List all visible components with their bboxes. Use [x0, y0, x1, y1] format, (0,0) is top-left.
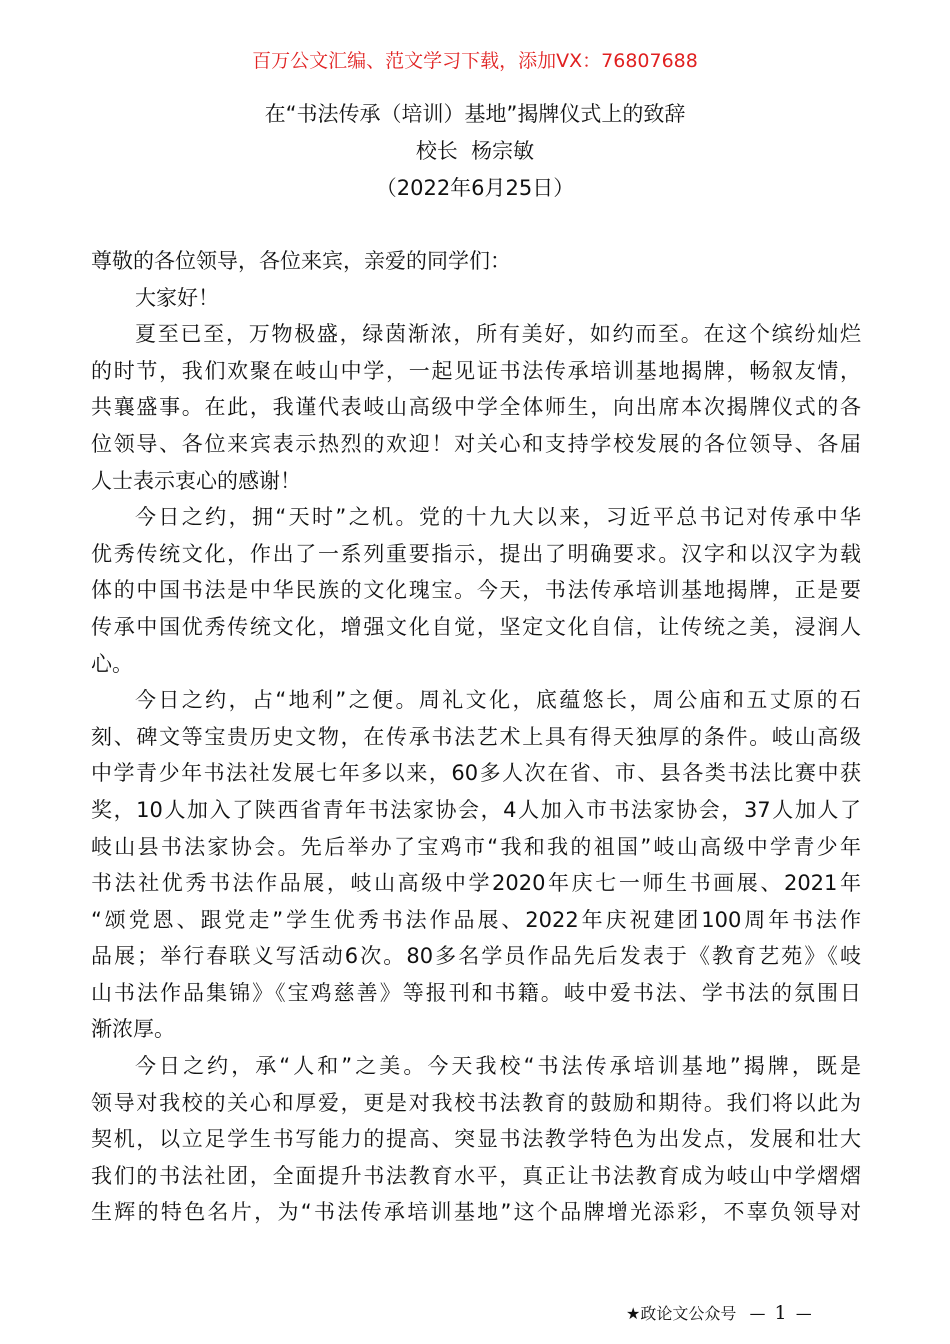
text-line: 契机，以立足学生书写能力的提高、突显书法教学特色为出发点，发展和壮大	[91, 1127, 861, 1152]
text-line: 尊敬的各位领导，各位来宾，亲爱的同学们：	[91, 249, 511, 273]
document-header	[0, 96, 950, 207]
text-line: 共襄盛事。在此，我谨代表岐山高级中学全体师生，向出席本次揭牌仪式的各	[91, 395, 861, 420]
text-line: 心。	[91, 651, 133, 676]
text-line: 体的中国书法是中华民族的文化瑰宝。今天，书法传承培训基地揭牌，正是要	[91, 578, 861, 603]
text-line: 夏至已至，万物极盛，绿茵渐浓，所有美好，如约而至。在这个缤纷灿烂	[135, 322, 861, 347]
text-line: 渐浓厚。	[91, 1017, 175, 1042]
text-line: 刻、碑文等宝贵历史文物，在传承书法艺术上具有得天独厚的条件。岐山高级	[91, 724, 861, 749]
text-line: 我们的书法社团，全面提升书法教育水平，真正让书法教育成为岐山中学熠熠	[91, 1163, 861, 1188]
text-line: 位领导、各位来宾表示热烈的欢迎！对关心和支持学校发展的各位领导、各届	[91, 431, 861, 456]
author-line: 校长 杨宗敏	[415, 139, 535, 163]
document-title: 在“书法传承（培训）基地”揭牌仪式上的致辞	[264, 102, 686, 126]
text-line: 中学青少年书法社发展七年多以来，60多人次在省、市、县各类书法比赛中获	[91, 761, 861, 786]
text-line: 人士表示衷心的感谢！	[91, 468, 301, 493]
date-line: （2022年6月25日）	[375, 176, 575, 200]
text-line: 书法社优秀书法作品展，岐山高级中学2020年庆七一师生书画展、2021年	[91, 871, 861, 896]
watermark-banner: 百万公文汇编、范文学习下载，添加VX：76807688	[252, 50, 698, 72]
page-footer	[626, 1301, 812, 1324]
text-line: 生辉的特色名片，为“书法传承培训基地”这个品牌增光添彩，不辜负领导对	[91, 1200, 861, 1225]
text-line: 优秀传统文化，作出了一系列重要指示，提出了明确要求。汉字和以汉字为载	[91, 541, 861, 566]
text-line: “颂党恩、跟党走”学生优秀书法作品展、2022年庆祝建团100周年书法作	[91, 907, 861, 932]
footer-dash-left: —	[749, 1304, 766, 1323]
document-body	[91, 243, 861, 1231]
text-line: 品展；举行春联义写活动6次。80多名学员作品先后发表于《教育艺苑》《岐	[91, 944, 861, 969]
text-line: 山书法作品集锦》《宝鸡慈善》等报刊和书籍。岐中爱书法、学书法的氛围日	[91, 980, 861, 1005]
text-line: 奖，10人加入了陕西省青年书法家协会，4人加入市书法家协会，37人加人了	[91, 797, 861, 822]
text-line: 大家好！	[135, 285, 219, 310]
text-line: 今日之约，承“人和”之美。今天我校“书法传承培训基地”揭牌，既是	[135, 1054, 861, 1079]
text-line: 今日之约，拥“天时”之机。党的十九大以来，习近平总书记对传承中华	[135, 505, 861, 530]
text-line: 传承中国优秀传统文化，增强文化自觉，坚定文化自信，让传统之美，浸润人	[91, 614, 861, 639]
text-line: 的时节，我们欢聚在岐山中学，一起见证书法传承培训基地揭牌，畅叙友情，	[91, 358, 861, 383]
footer-dash-right: —	[795, 1304, 812, 1323]
footer-source: ★政论文公众号	[626, 1304, 737, 1323]
text-line: 今日之约，占“地利”之便。周礼文化，底蕴悠长，周公庙和五丈原的石	[135, 688, 861, 713]
page-number: 1	[774, 1302, 787, 1324]
text-line: 岐山县书法家协会。先后举办了宝鸡市“我和我的祖国”岐山高级中学青少年	[91, 834, 861, 859]
text-line: 领导对我校的关心和厚爱，更是对我校书法教育的鼓励和期待。我们将以此为	[91, 1090, 861, 1115]
